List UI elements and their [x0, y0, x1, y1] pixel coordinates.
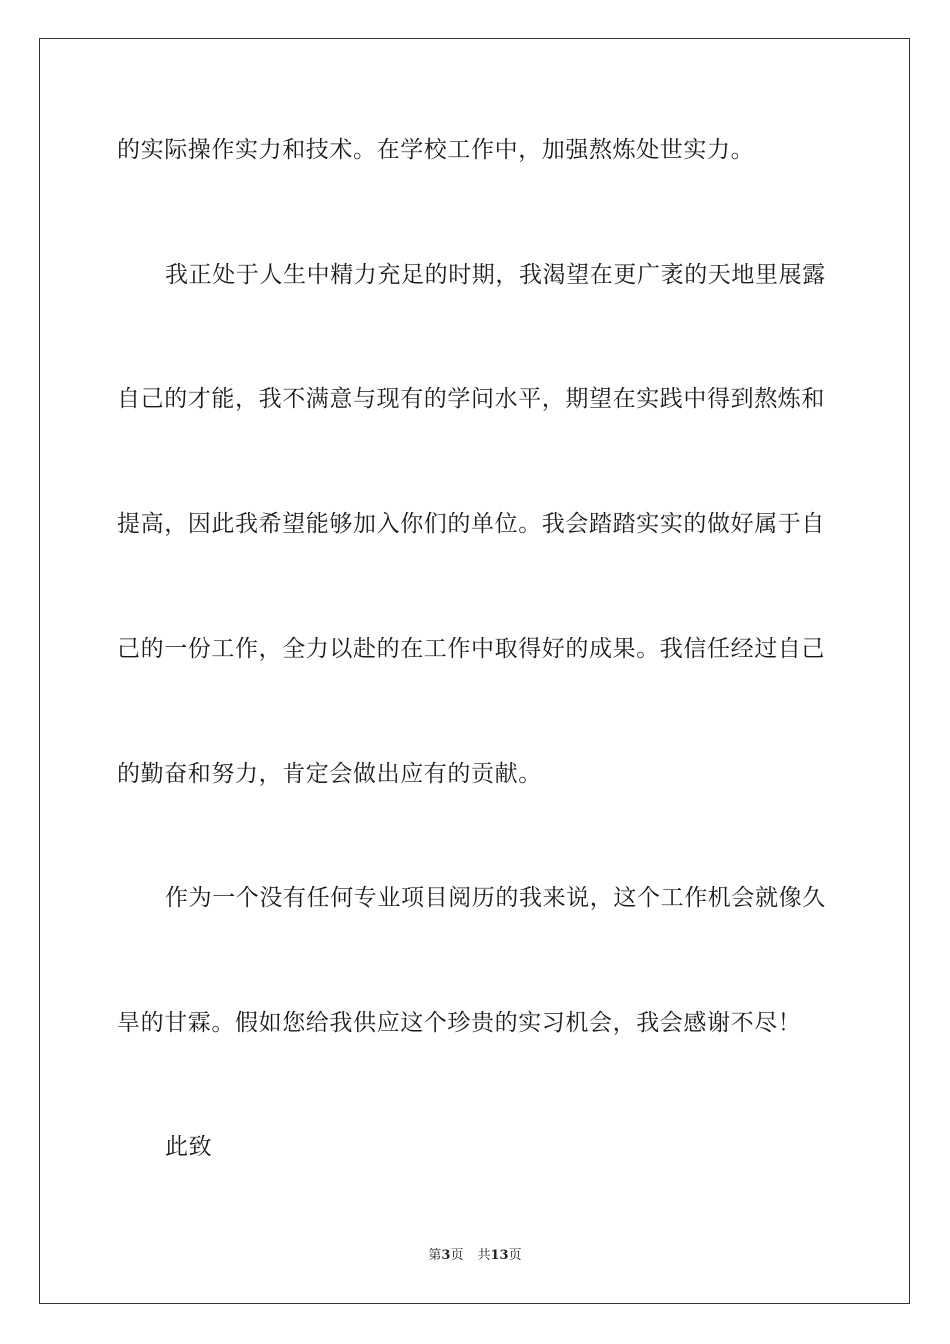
paragraph-line-6: 的勤奋和努力，肯定会做出应有的贡献。: [117, 761, 542, 787]
paragraph-line-3: 自己的才能，我不满意与现有的学问水平，期望在实践中得到熬炼和: [117, 386, 825, 412]
paragraph-line-7: 作为一个没有任何专业项目阅历的我来说，这个工作机会就像久: [165, 885, 826, 911]
page-number: 3: [441, 1248, 451, 1263]
paragraph-line-4: 提高，因此我希望能够加入你们的单位。我会踏踏实实的做好属于自: [117, 511, 825, 537]
page-prefix: 第: [428, 1248, 442, 1263]
page-suffix: 页: [450, 1248, 464, 1263]
page-footer: [0, 1247, 950, 1265]
page-border: [39, 38, 910, 1304]
closing-line: 此致: [165, 1134, 213, 1160]
paragraph-line-2: 我正处于人生中精力充足的时期，我渴望在更广袤的天地里展露: [165, 262, 826, 288]
paragraph-line-8: 旱的甘霖。假如您给我供应这个珍贵的实习机会，我会感谢不尽！: [117, 1010, 802, 1036]
total-suffix: 页: [508, 1248, 522, 1263]
paragraph-line-5: 己的一份工作，全力以赴的在工作中取得好的成果。我信任经过自己: [117, 636, 825, 662]
total-pages: 13: [490, 1248, 509, 1263]
paragraph-line-1: 的实际操作实力和技术。在学校工作中，加强熬炼处世实力。: [117, 137, 755, 163]
total-prefix: 共: [477, 1248, 491, 1263]
